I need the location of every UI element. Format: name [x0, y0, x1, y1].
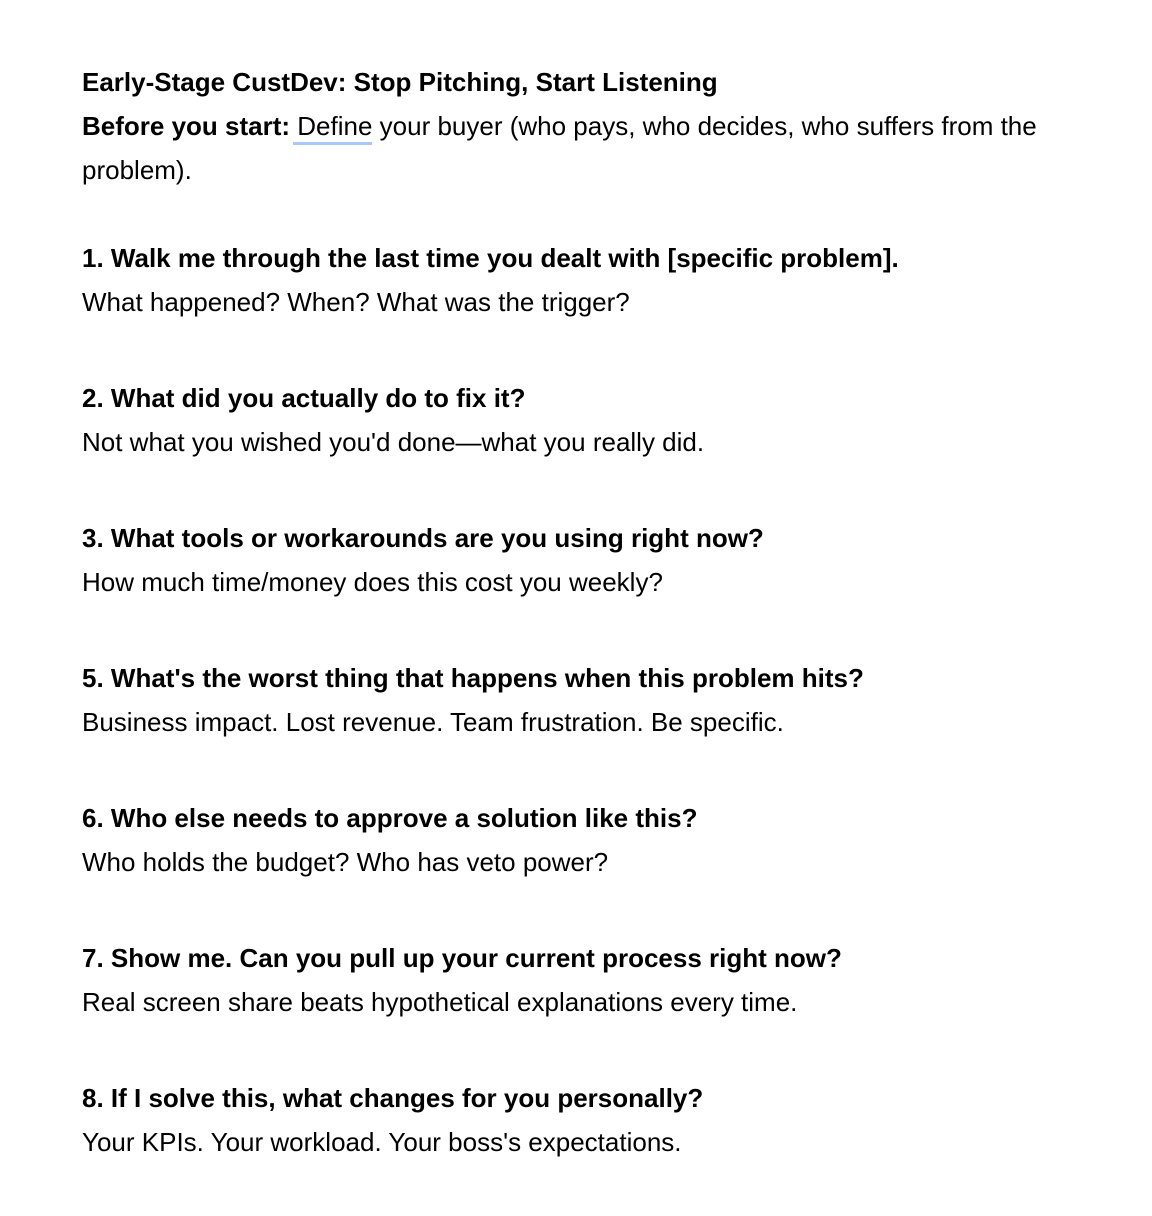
- intro-label: Before you start:: [82, 111, 291, 141]
- question-detail: What happened? When? What was the trigger?: [82, 287, 630, 317]
- question: 2. What did you actually do to fix it?: [82, 383, 526, 413]
- question-block: [82, 376, 1092, 464]
- question-detail: Business impact. Lost revenue. Team frustration. Be specific.: [82, 707, 784, 737]
- question: 7. Show me. Can you pull up your current process right now?: [82, 943, 842, 973]
- question-block: [82, 1076, 1092, 1164]
- highlighted-word[interactable]: Define: [297, 104, 372, 148]
- question-block: [82, 796, 1092, 884]
- question: 1. Walk me through the last time you dealt with [specific problem].: [82, 243, 899, 273]
- question: 6. Who else needs to approve a solution like this?: [82, 803, 698, 833]
- question-detail: Your KPIs. Your workload. Your boss's expectations.: [82, 1127, 682, 1157]
- question-detail: Who holds the budget? Who has veto power?: [82, 847, 609, 877]
- question: 3. What tools or workarounds are you using right now?: [82, 523, 764, 553]
- question-detail: How much time/money does this cost you weekly?: [82, 567, 663, 597]
- question-block: [82, 936, 1092, 1024]
- question-detail: Not what you wished you'd done—what you really did.: [82, 427, 705, 457]
- question-block: [82, 236, 1092, 324]
- question: 5. What's the worst thing that happens when this problem hits?: [82, 663, 864, 693]
- document: [82, 60, 1092, 1216]
- question-detail: Real screen share beats hypothetical explanations every time.: [82, 987, 798, 1017]
- question-block: [82, 656, 1092, 744]
- intro-paragraph: [82, 104, 1092, 192]
- question-block: [82, 516, 1092, 604]
- intro-text: your buyer (who pays, who decides, who suffers from the problem).: [82, 111, 1037, 185]
- document-title: Early-Stage CustDev: Stop Pitching, Start Listening: [82, 67, 718, 97]
- question: 8. If I solve this, what changes for you personally?: [82, 1083, 704, 1113]
